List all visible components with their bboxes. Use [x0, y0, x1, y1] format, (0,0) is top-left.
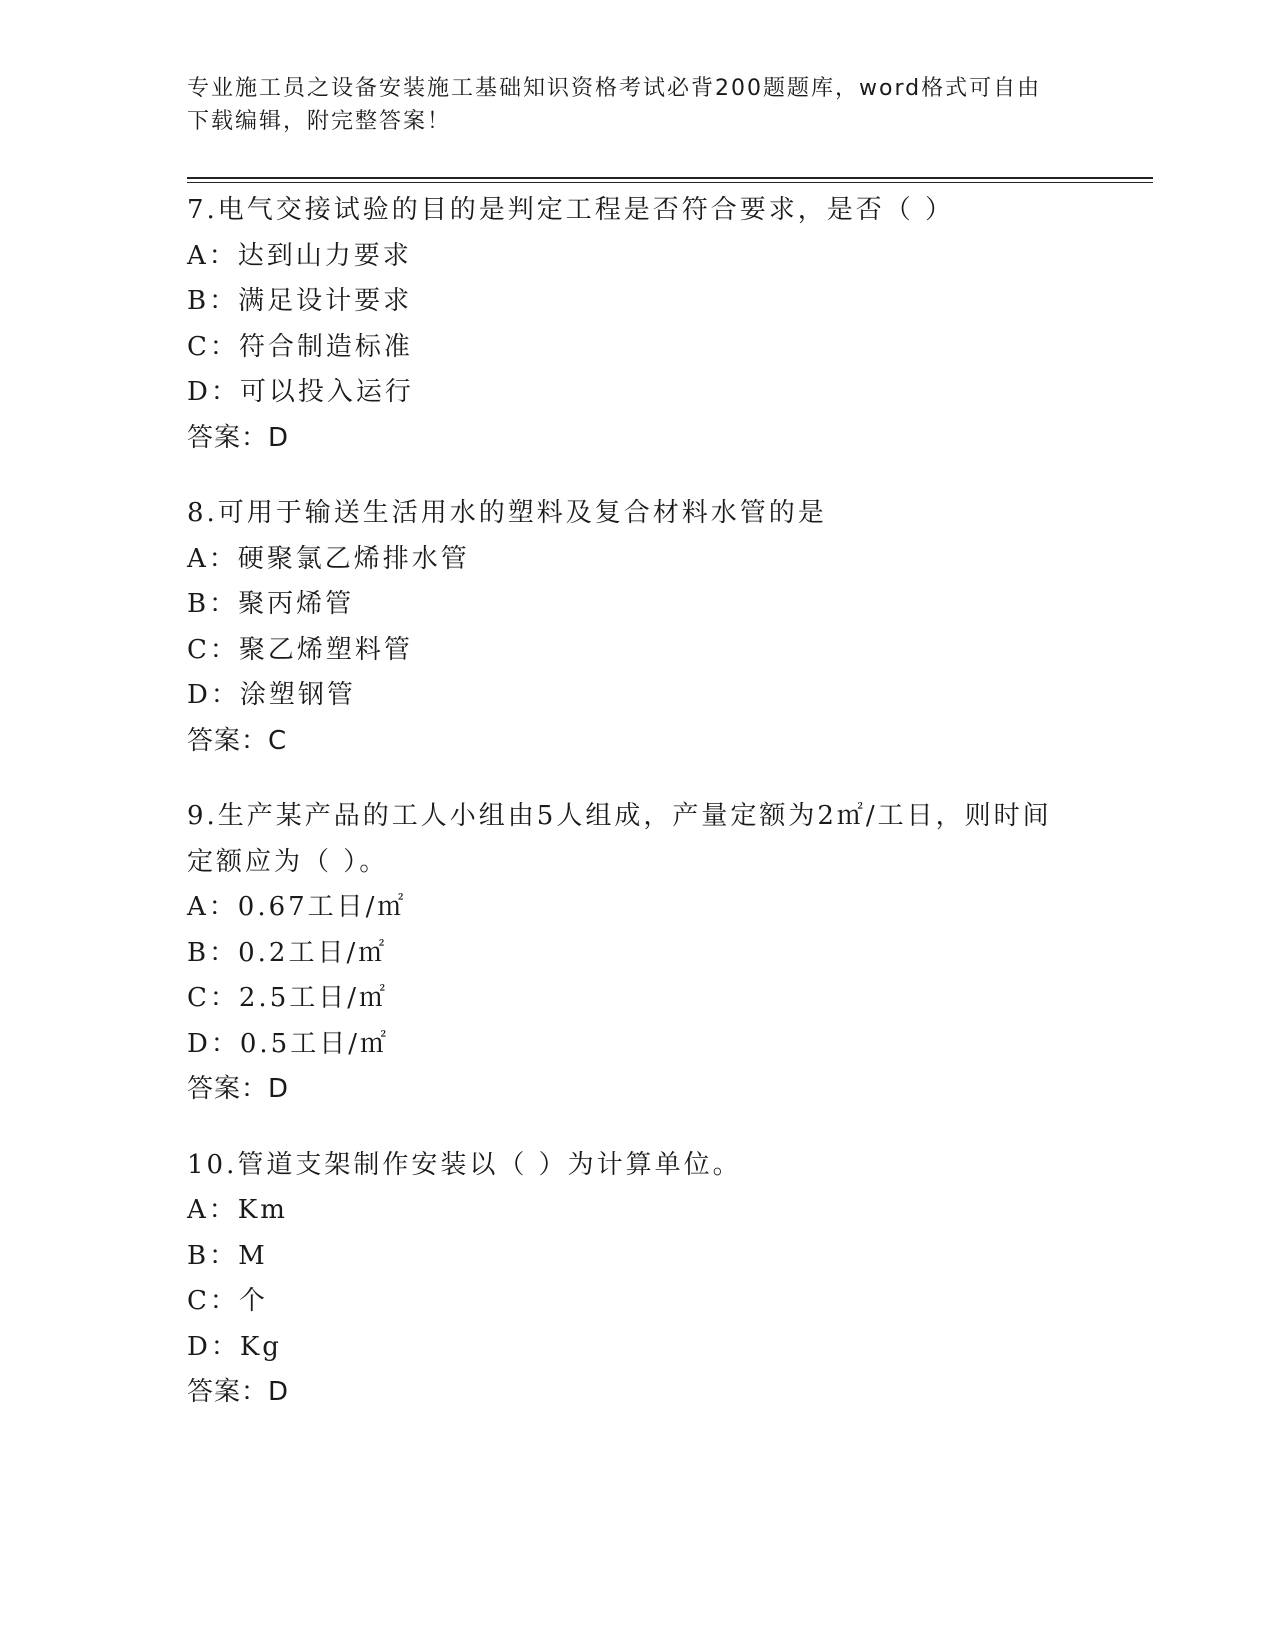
option-a: A：Km [187, 1195, 288, 1225]
question-text: 7.电气交接试验的目的是判定工程是否符合要求，是否（ ） [187, 195, 955, 225]
header-divider-thick [187, 177, 1153, 179]
option-b: B：M [187, 1240, 268, 1271]
option-d: D：0.5工日/㎡ [187, 1028, 389, 1059]
option-c: C：个 [187, 1286, 268, 1316]
option-d: D：Kg [187, 1331, 282, 1362]
option-b: B：聚丙烯管 [187, 589, 355, 619]
answer: 答案：D [187, 422, 290, 453]
option-b: B：0.2工日/㎡ [187, 937, 388, 968]
answer: 答案：D [187, 1074, 290, 1104]
question-text: 10.管道支架制作安装以（ ）为计算单位。 [187, 1149, 742, 1180]
question-7 [187, 188, 1087, 461]
option-a: A：0.67工日/㎡ [187, 892, 407, 922]
header-divider-thin [187, 182, 1153, 183]
option-d: D：涂塑钢管 [187, 680, 356, 710]
question-10 [187, 1143, 1087, 1416]
option-c: C：2.5工日/㎡ [187, 983, 389, 1013]
answer: 答案：D [187, 1377, 290, 1407]
question-9 [187, 794, 1087, 1113]
option-a: A：达到山力要求 [187, 240, 412, 271]
question-list [187, 188, 1087, 1446]
option-b: B：满足设计要求 [187, 286, 413, 316]
header-line-2: 下载编辑，附完整答案！ [187, 109, 452, 134]
answer: 答案：C [187, 725, 288, 756]
question-text-line-2: 定额应为（ ）。 [187, 846, 389, 877]
option-d: D：可以投入运行 [187, 377, 414, 407]
option-a: A：硬聚氯乙烯排水管 [187, 543, 470, 574]
option-c: C：聚乙烯塑料管 [187, 634, 413, 665]
question-text: 8.可用于输送生活用水的塑料及复合材料水管的是 [187, 498, 827, 528]
option-c: C：符合制造标准 [187, 331, 413, 362]
document-header [187, 72, 1067, 138]
question-text-line-1: 9.生产某产品的工人小组由5人组成，产量定额为2㎡/工日，则时间 [187, 801, 1052, 831]
header-line-1: 专业施工员之设备安装施工基础知识资格考试必背200题题库，word格式可自由 [187, 76, 1042, 101]
question-8 [187, 491, 1087, 764]
